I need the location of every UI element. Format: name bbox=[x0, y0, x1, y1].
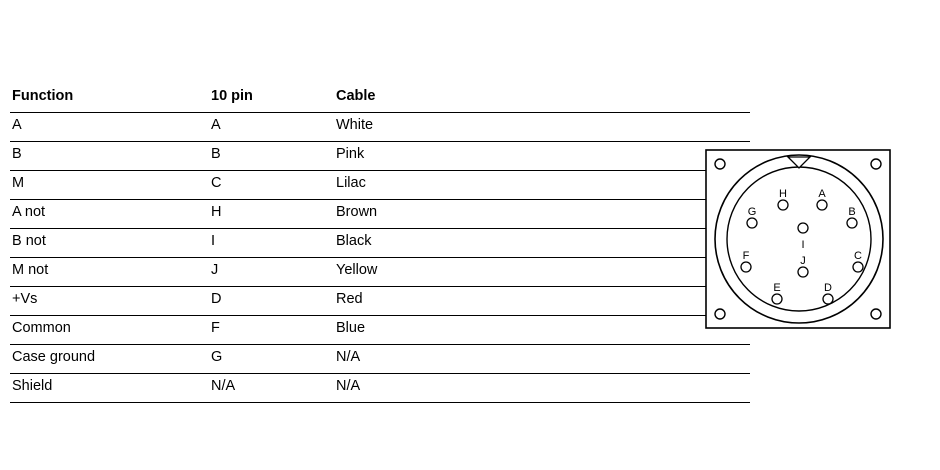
pinout-table bbox=[10, 84, 750, 403]
column-header-cable: Cable bbox=[330, 84, 750, 113]
cell-function: B not bbox=[10, 229, 205, 258]
cell-pin: J bbox=[205, 258, 330, 287]
pin-socket-icon bbox=[778, 200, 788, 210]
column-header-pin: 10 pin bbox=[205, 84, 330, 113]
cell-pin: H bbox=[205, 200, 330, 229]
table-row bbox=[10, 345, 750, 374]
cell-cable: Pink bbox=[330, 142, 750, 171]
cell-pin: G bbox=[205, 345, 330, 374]
pin-label: A bbox=[818, 188, 826, 200]
table-row bbox=[10, 142, 750, 171]
cell-cable: Yellow bbox=[330, 258, 750, 287]
table-row bbox=[10, 113, 750, 142]
cell-function: Case ground bbox=[10, 345, 205, 374]
pin-label: G bbox=[747, 206, 757, 218]
cell-pin: B bbox=[205, 142, 330, 171]
cell-pin: C bbox=[205, 171, 330, 200]
pin-label: H bbox=[779, 188, 787, 200]
cell-cable: Red bbox=[330, 287, 750, 316]
pin-socket-icon bbox=[747, 218, 757, 228]
connector-shell-inner bbox=[727, 167, 871, 311]
pin-socket-icon bbox=[798, 223, 808, 233]
cell-cable: Lilac bbox=[330, 171, 750, 200]
mount-hole-icon bbox=[871, 309, 881, 319]
mount-hole-icon bbox=[715, 309, 725, 319]
pin-socket-icon bbox=[817, 200, 827, 210]
pin-label: C bbox=[854, 250, 862, 262]
cell-cable: Blue bbox=[330, 316, 750, 345]
cell-function: M not bbox=[10, 258, 205, 287]
mount-hole-icon bbox=[715, 159, 725, 169]
pin-label: D bbox=[824, 282, 832, 294]
column-header-function: Function bbox=[10, 84, 205, 113]
pinout-table-grid bbox=[10, 84, 750, 403]
cell-cable: N/A bbox=[330, 345, 750, 374]
cell-function: B bbox=[10, 142, 205, 171]
cell-cable: White bbox=[330, 113, 750, 142]
cell-pin: I bbox=[205, 229, 330, 258]
cell-cable: Black bbox=[330, 229, 750, 258]
pin-label: I bbox=[801, 239, 805, 251]
table-row bbox=[10, 200, 750, 229]
table-row bbox=[10, 374, 750, 403]
pin-label: J bbox=[800, 255, 806, 267]
table-row bbox=[10, 287, 750, 316]
cell-cable: N/A bbox=[330, 374, 750, 403]
cell-function: A not bbox=[10, 200, 205, 229]
cell-pin: A bbox=[205, 113, 330, 142]
cell-function: M bbox=[10, 171, 205, 200]
pin-socket-icon bbox=[798, 267, 808, 277]
pin-label: E bbox=[773, 282, 781, 294]
table-row bbox=[10, 258, 750, 287]
table-row bbox=[10, 229, 750, 258]
pin-label: F bbox=[742, 250, 750, 262]
pin-socket-icon bbox=[847, 218, 857, 228]
cell-function: A bbox=[10, 113, 205, 142]
cell-pin: N/A bbox=[205, 374, 330, 403]
pin-label: B bbox=[848, 206, 856, 218]
pin-socket-icon bbox=[853, 262, 863, 272]
cell-pin: D bbox=[205, 287, 330, 316]
cell-cable: Brown bbox=[330, 200, 750, 229]
cell-function: Common bbox=[10, 316, 205, 345]
cell-pin: F bbox=[205, 316, 330, 345]
pin-socket-icon bbox=[772, 294, 782, 304]
connector-diagram bbox=[700, 144, 896, 334]
cell-function: Shield bbox=[10, 374, 205, 403]
table-header-row bbox=[10, 84, 750, 113]
table-row bbox=[10, 316, 750, 345]
table-row bbox=[10, 171, 750, 200]
mount-hole-icon bbox=[871, 159, 881, 169]
cell-function: +Vs bbox=[10, 287, 205, 316]
pin-socket-icon bbox=[741, 262, 751, 272]
pin-socket-icon bbox=[823, 294, 833, 304]
